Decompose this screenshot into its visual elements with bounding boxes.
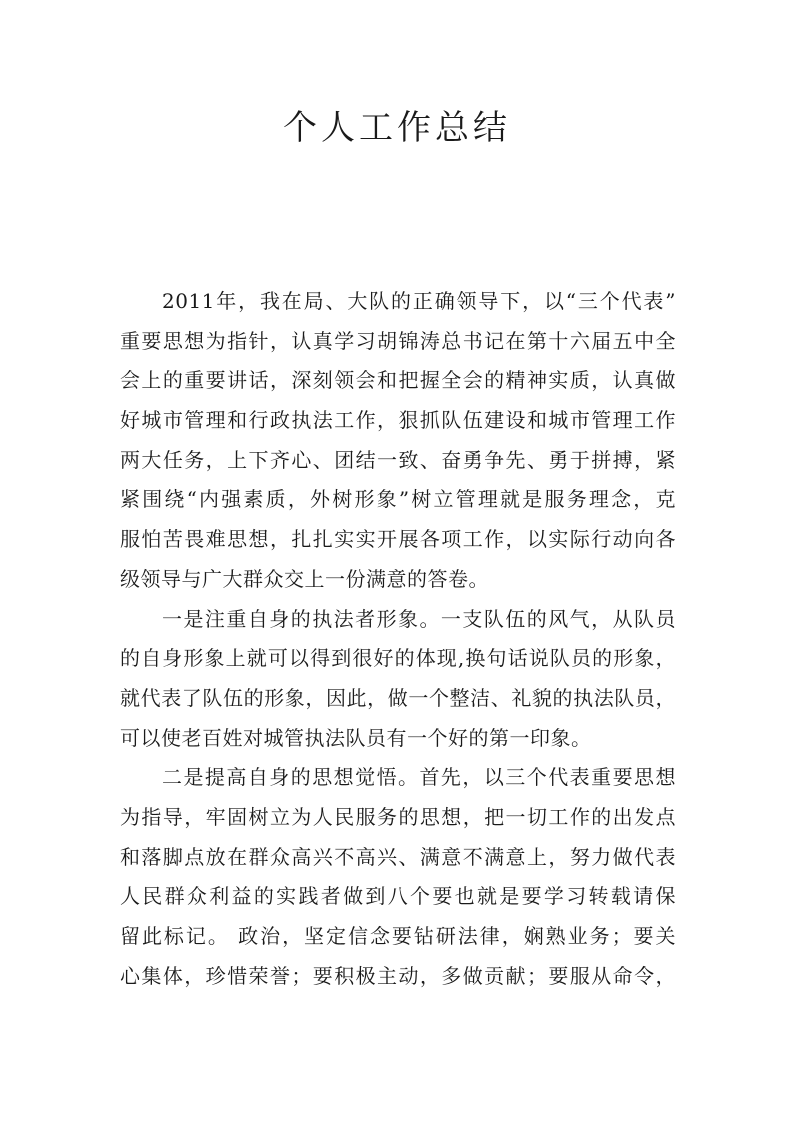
document-body [120,282,676,996]
paragraph-3-line: 留此标记。 政治，坚定信念要钻研法律，娴熟业务；要关 [120,924,676,948]
paragraph-2-line: 就代表了队伍的形象，因此，做一个整洁、礼貌的执法队员， [120,685,676,710]
paragraph-1-line: 好城市管理和行政执法工作，狠抓队伍建设和城市管理工作 [120,408,676,433]
paragraph-2-line: 的自身形象上就可以得到很好的体现,换句话说队员的形象， [120,646,676,671]
paragraph-1-line: 会上的重要讲话，深刻领会和把握全会的精神实质，认真做 [120,368,676,393]
paragraph-1-line: 级领导与广大群众交上一份满意的答卷。 [120,566,489,591]
paragraph-3-line: 和落脚点放在群众高兴不高兴、满意不满意上，努力做代表 [120,844,676,869]
paragraph-1-line: 两大任务，上下齐心、团结一致、奋勇争先、勇于拼搏，紧 [120,447,676,472]
paragraph-1-line: 服怕苦畏难思想，扎扎实实开展各项工作，以实际行动向各 [120,527,676,552]
paragraph-1-line: 2011年，我在局、大队的正确领导下，以“三个代表” [162,289,676,313]
document-title: 个人工作总结 [283,108,511,148]
paragraph-1-line: 紧围绕“内强素质，外树形象”树立管理就是服务理念，克 [120,487,676,512]
paragraph-3-line: 人民群众利益的实践者做到八个要也就是要学习转载请保 [120,884,676,909]
paragraph-2-line: 可以使老百姓对城管执法队员有一个好的第一印象。 [120,725,592,750]
paragraph-3-line: 二是提高自身的思想觉悟。首先，以三个代表重要思想 [162,765,676,790]
paragraph-1-line: 重要思想为指针，认真学习胡锦涛总书记在第十六届五中全 [120,328,676,353]
paragraph-2-line: 一是注重自身的执法者形象。一支队伍的风气，从队员 [162,606,676,631]
paragraph-3-line: 为指导，牢固树立为人民服务的思想，把一切工作的出发点 [120,804,676,829]
paragraph-3-line: 心集体，珍惜荣誉；要积极主动，多做贡献；要服从命令， [120,963,676,988]
